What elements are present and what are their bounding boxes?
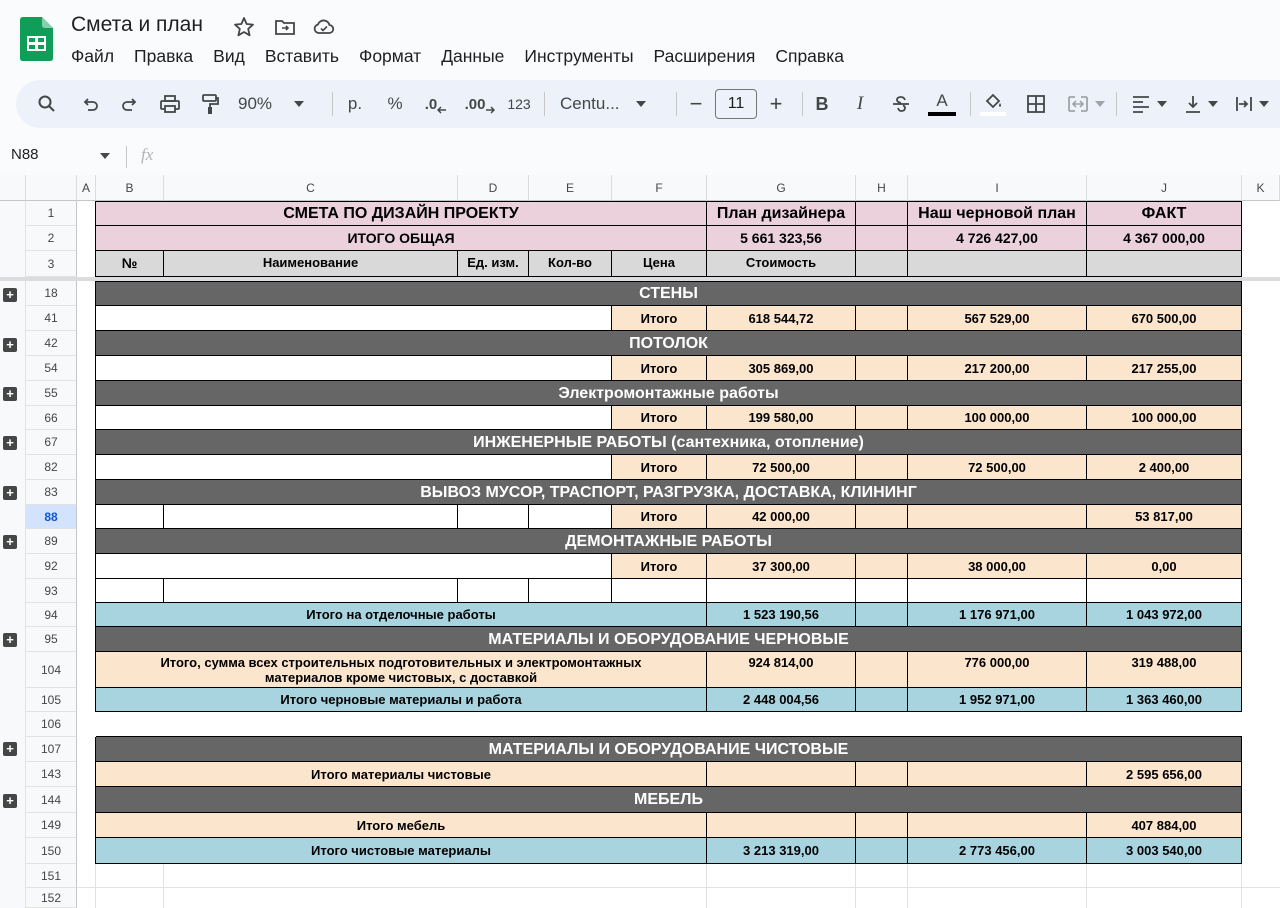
- itogo-label-cell[interactable]: Итого: [612, 505, 707, 529]
- row-header[interactable]: 42: [26, 331, 77, 356]
- rough-materials-total-label[interactable]: Итого, сумма всех строительных подготовительных и электромонтажных материалов кроме чистовых, с доставкой: [96, 652, 707, 688]
- header-fact-cell[interactable]: ФАКТ: [1087, 202, 1242, 226]
- menu-edit[interactable]: Правка: [134, 46, 194, 66]
- table-cell[interactable]: [96, 505, 164, 529]
- demolition-rough-cell[interactable]: 38 000,00: [908, 554, 1087, 579]
- row-header[interactable]: 150: [26, 838, 77, 864]
- borders-button[interactable]: [1022, 88, 1050, 120]
- row-header[interactable]: 149: [26, 813, 77, 838]
- table-cell[interactable]: [908, 251, 1087, 277]
- table-cell[interactable]: [1087, 579, 1242, 603]
- more-formats-button[interactable]: 123: [507, 96, 531, 112]
- sheets-logo-icon[interactable]: [20, 17, 53, 61]
- table-cell[interactable]: [707, 762, 856, 787]
- gridline: [706, 864, 707, 908]
- currency-format-button[interactable]: р.: [347, 94, 363, 113]
- walls-fact-cell[interactable]: 670 500,00: [1087, 306, 1242, 331]
- table-cell[interactable]: [908, 579, 1087, 603]
- electric-designer-cell[interactable]: 199 580,00: [707, 406, 856, 430]
- finishing-works-rough-cell[interactable]: 1 176 971,00: [908, 603, 1087, 627]
- table-cell[interactable]: [856, 226, 908, 251]
- itogo-label-cell[interactable]: Итого: [612, 554, 707, 579]
- table-cell[interactable]: [96, 455, 612, 480]
- font-select[interactable]: [560, 88, 660, 120]
- section-walls[interactable]: СТЕНЫ: [96, 282, 1242, 306]
- text-color-button[interactable]: [926, 88, 958, 120]
- row-header[interactable]: 105: [26, 688, 77, 712]
- table-cell[interactable]: [96, 306, 612, 331]
- toolbar: [16, 80, 1280, 128]
- col-label-unit[interactable]: Ед. изм.: [458, 251, 529, 277]
- column-header-g[interactable]: G: [707, 175, 856, 201]
- expand-group-button[interactable]: +: [3, 742, 17, 756]
- expand-group-button[interactable]: +: [3, 436, 17, 450]
- row-header[interactable]: 18: [26, 281, 77, 306]
- increase-font-size-button[interactable]: +: [769, 91, 783, 116]
- walls-rough-cell[interactable]: 567 529,00: [908, 306, 1087, 331]
- expand-group-button[interactable]: +: [3, 288, 17, 302]
- row-header[interactable]: 3: [26, 251, 77, 277]
- finish-total-rough-cell[interactable]: 2 773 456,00: [908, 838, 1087, 864]
- formula-input[interactable]: [175, 146, 1265, 168]
- row-header[interactable]: 143: [26, 762, 77, 787]
- removal-rough-cell[interactable]: [908, 505, 1087, 529]
- menu-insert[interactable]: Вставить: [264, 46, 340, 66]
- table-cell[interactable]: [856, 838, 908, 864]
- title-bar: [0, 0, 1280, 78]
- table-cell[interactable]: [612, 579, 707, 603]
- column-header-c[interactable]: C: [164, 175, 458, 201]
- section-engineering[interactable]: ИНЖЕНЕРНЫЕ РАБОТЫ (сантехника, отопление): [96, 430, 1242, 455]
- fx-icon: fx: [141, 145, 154, 164]
- spreadsheet-grid: [0, 175, 1280, 908]
- table-cell[interactable]: [908, 813, 1087, 838]
- gridline: [855, 864, 856, 908]
- column-header-d[interactable]: D: [458, 175, 529, 201]
- strikethrough-button[interactable]: [888, 88, 914, 120]
- toolbar-divider: [544, 92, 545, 116]
- toolbar-divider: [676, 92, 677, 116]
- itogo-label-cell[interactable]: Итого: [612, 306, 707, 331]
- table-cell[interactable]: [856, 251, 908, 277]
- ceiling-designer-cell[interactable]: 305 869,00: [707, 356, 856, 381]
- table-cell[interactable]: [908, 762, 1087, 787]
- table-cell[interactable]: [96, 579, 164, 603]
- table-cell[interactable]: [1087, 251, 1242, 277]
- itogo-label-cell[interactable]: Итого: [612, 356, 707, 381]
- section-demolition[interactable]: ДЕМОНТАЖНЫЕ РАБОТЫ: [96, 529, 1242, 554]
- walls-designer-cell[interactable]: 618 544,72: [707, 306, 856, 331]
- row-header[interactable]: 151: [26, 864, 77, 888]
- table-cell[interactable]: [856, 652, 908, 688]
- merge-cells-button[interactable]: [1062, 88, 1110, 120]
- section-rough-materials[interactable]: МАТЕРИАЛЫ И ОБОРУДОВАНИЕ ЧЕРНОВЫЕ: [96, 627, 1242, 652]
- toolbar-divider: [802, 92, 803, 116]
- chevron-down-icon[interactable]: [100, 153, 110, 159]
- align-left-icon: [1131, 95, 1151, 113]
- bold-button[interactable]: B: [815, 93, 829, 114]
- table-cell[interactable]: [856, 406, 908, 430]
- finish-total-fact-cell[interactable]: 3 003 540,00: [1087, 838, 1242, 864]
- fill-color-swatch: [980, 112, 1006, 116]
- rough-materials-designer-cell[interactable]: 924 814,00: [707, 652, 856, 688]
- paint-format-button[interactable]: [196, 88, 224, 120]
- column-header-f[interactable]: F: [612, 175, 707, 201]
- rough-materials-rough-cell[interactable]: 776 000,00: [908, 652, 1087, 688]
- row-header[interactable]: 2: [26, 226, 77, 251]
- column-header-a[interactable]: A: [77, 175, 96, 201]
- vertical-align-button[interactable]: [1180, 88, 1222, 120]
- toolbar-divider: [126, 146, 127, 168]
- itogo-label-cell[interactable]: Итого: [612, 455, 707, 480]
- rough-total-rough-cell[interactable]: 1 952 971,00: [908, 688, 1087, 712]
- align-bottom-icon: [1184, 94, 1202, 114]
- table-cell[interactable]: [164, 579, 458, 603]
- row-header[interactable]: 82: [26, 455, 77, 480]
- section-finish-materials[interactable]: МАТЕРИАЛЫ И ОБОРУДОВАНИЕ ЧИСТОВЫЕ: [96, 737, 1242, 762]
- borders-icon: [1026, 94, 1046, 114]
- engineering-fact-cell[interactable]: 2 400,00: [1087, 455, 1242, 480]
- chevron-down-icon: [1208, 101, 1218, 107]
- row-header[interactable]: 54: [26, 356, 77, 381]
- row-header[interactable]: 106: [26, 712, 77, 737]
- table-cell[interactable]: [856, 356, 908, 381]
- finish-materials-fact-cell[interactable]: 2 595 656,00: [1087, 762, 1242, 787]
- fill-color-icon: [983, 93, 1003, 111]
- menu-tools[interactable]: Инструменты: [524, 46, 634, 66]
- col-label-cost[interactable]: Стоимость: [707, 251, 856, 277]
- cloud-saved-icon[interactable]: [312, 15, 336, 39]
- empty-row[interactable]: [96, 712, 1242, 737]
- electric-fact-cell[interactable]: 100 000,00: [1087, 406, 1242, 430]
- engineering-rough-cell[interactable]: 72 500,00: [908, 455, 1087, 480]
- table-cell[interactable]: [707, 579, 856, 603]
- furniture-fact-cell[interactable]: 407 884,00: [1087, 813, 1242, 838]
- table-cell[interactable]: [707, 813, 856, 838]
- demolition-fact-cell[interactable]: 0,00: [1087, 554, 1242, 579]
- finish-total-designer-cell[interactable]: 3 213 319,00: [707, 838, 856, 864]
- column-header-j[interactable]: J: [1087, 175, 1242, 201]
- table-cell[interactable]: [856, 202, 908, 226]
- menu-bar: [61, 44, 854, 68]
- table-cell[interactable]: [96, 406, 612, 430]
- column-header-h[interactable]: H: [856, 175, 908, 201]
- gridline: [77, 887, 1280, 888]
- table-cell[interactable]: [529, 505, 612, 529]
- table-cell[interactable]: [856, 505, 908, 529]
- demolition-designer-cell[interactable]: 37 300,00: [707, 554, 856, 579]
- section-ceiling[interactable]: ПОТОЛОК: [96, 331, 1242, 356]
- menu-view[interactable]: Вид: [213, 46, 245, 66]
- star-icon[interactable]: [232, 15, 256, 39]
- finishing-works-designer-cell[interactable]: 1 523 190,56: [707, 603, 856, 627]
- chevron-down-icon: [1095, 101, 1105, 107]
- row-header[interactable]: 41: [26, 306, 77, 331]
- expand-group-button[interactable]: +: [3, 794, 17, 808]
- percent-format-button[interactable]: %: [387, 94, 403, 113]
- table-cell[interactable]: [529, 579, 612, 603]
- group-corner[interactable]: [0, 175, 26, 201]
- column-header-b[interactable]: B: [96, 175, 164, 201]
- ceiling-fact-cell[interactable]: 217 255,00: [1087, 356, 1242, 381]
- finish-materials-total-label[interactable]: Итого материалы чистовые: [96, 762, 707, 787]
- gridline: [1086, 864, 1087, 908]
- removal-designer-cell[interactable]: 42 000,00: [707, 505, 856, 529]
- menu-help[interactable]: Справка: [775, 46, 844, 66]
- table-cell[interactable]: [856, 306, 908, 331]
- table-cell[interactable]: [856, 813, 908, 838]
- total-fact-cell[interactable]: 4 367 000,00: [1087, 226, 1242, 251]
- formula-bar: [0, 140, 1280, 173]
- fill-color-button[interactable]: [978, 88, 1008, 120]
- section-electric[interactable]: Электромонтажные работы: [96, 381, 1242, 406]
- menu-data[interactable]: Данные: [441, 46, 505, 66]
- col-label-qty[interactable]: Кол-во: [529, 251, 612, 277]
- text-color-label: A: [936, 91, 948, 110]
- column-header-e[interactable]: E: [529, 175, 612, 201]
- horizontal-align-button[interactable]: [1128, 88, 1170, 120]
- expand-group-button[interactable]: +: [3, 338, 17, 352]
- total-general-label-cell[interactable]: ИТОГО ОБЩАЯ: [96, 226, 707, 251]
- finish-total-label[interactable]: Итого чистовые материалы: [96, 838, 707, 864]
- expand-group-button[interactable]: +: [3, 387, 17, 401]
- undo-button[interactable]: [76, 88, 104, 120]
- row-header[interactable]: 144: [26, 787, 77, 813]
- redo-button[interactable]: [116, 88, 144, 120]
- furniture-total-label[interactable]: Итого мебель: [96, 813, 707, 838]
- table-cell[interactable]: [458, 579, 529, 603]
- rough-total-designer-cell[interactable]: 2 448 004,56: [707, 688, 856, 712]
- row-header[interactable]: 107: [26, 737, 77, 762]
- name-box[interactable]: N88: [11, 146, 39, 163]
- row-header[interactable]: 92: [26, 554, 77, 579]
- table-cell[interactable]: [164, 505, 458, 529]
- col-label-price[interactable]: Цена: [612, 251, 707, 277]
- chevron-down-icon: [294, 101, 304, 107]
- removal-fact-cell[interactable]: 53 817,00: [1087, 505, 1242, 529]
- table-cell[interactable]: [96, 554, 612, 579]
- col-label-number[interactable]: №: [96, 251, 164, 277]
- search-menus-button[interactable]: [34, 88, 60, 120]
- row-header[interactable]: 1: [26, 201, 77, 226]
- redo-icon: [120, 94, 140, 114]
- rough-total-label[interactable]: Итого черновые материалы и работа: [96, 688, 707, 712]
- electric-rough-cell[interactable]: 100 000,00: [908, 406, 1087, 430]
- total-rough-plan-cell[interactable]: 4 726 427,00: [908, 226, 1087, 251]
- chevron-down-icon: [636, 101, 646, 107]
- ceiling-rough-cell[interactable]: 217 200,00: [908, 356, 1087, 381]
- itogo-label-cell[interactable]: Итого: [612, 406, 707, 430]
- text-wrap-icon: [1235, 95, 1253, 113]
- engineering-designer-cell[interactable]: 72 500,00: [707, 455, 856, 480]
- menu-format[interactable]: Формат: [359, 46, 422, 66]
- decrease-decimal-button[interactable]: [420, 88, 452, 120]
- table-cell[interactable]: [856, 762, 908, 787]
- finishing-works-total-label[interactable]: Итого на отделочные работы: [96, 603, 707, 627]
- table-cell[interactable]: [856, 579, 908, 603]
- chevron-down-icon: [1157, 101, 1167, 107]
- document-title[interactable]: Смета и план: [71, 13, 203, 36]
- header-rough-plan-cell[interactable]: Наш черновой план: [908, 202, 1087, 226]
- expand-group-button[interactable]: +: [3, 486, 17, 500]
- zoom-select[interactable]: [238, 88, 320, 120]
- finishing-works-fact-cell[interactable]: 1 043 972,00: [1087, 603, 1242, 627]
- row-header[interactable]: 104: [26, 652, 77, 688]
- col-label-name[interactable]: Наименование: [164, 251, 458, 277]
- gridline: [907, 864, 908, 908]
- row-header[interactable]: 89: [26, 529, 77, 554]
- merge-cells-icon: [1067, 94, 1089, 114]
- increase-decimal-label: .00: [464, 95, 486, 113]
- italic-button[interactable]: I: [856, 93, 864, 114]
- row-header[interactable]: 67: [26, 430, 77, 455]
- move-folder-icon[interactable]: [273, 15, 297, 39]
- toolbar-divider: [1116, 92, 1117, 116]
- strikethrough-icon: [891, 94, 911, 114]
- arrow-left-icon: [437, 105, 447, 115]
- font-size-input[interactable]: 11: [715, 89, 757, 119]
- row-header[interactable]: 94: [26, 603, 77, 627]
- arrow-right-icon: [485, 105, 495, 115]
- column-header-k[interactable]: K: [1242, 175, 1280, 201]
- rough-total-fact-cell[interactable]: 1 363 460,00: [1087, 688, 1242, 712]
- row-header[interactable]: 95: [26, 627, 77, 652]
- toolbar-divider: [970, 92, 971, 116]
- gridline: [163, 864, 164, 908]
- header-title-cell[interactable]: СМЕТА ПО ДИЗАЙН ПРОЕКТУ: [96, 202, 707, 226]
- decrease-decimal-label: .0: [424, 95, 438, 113]
- print-icon: [159, 94, 181, 114]
- expand-group-button[interactable]: +: [3, 633, 17, 647]
- table-cell[interactable]: [856, 455, 908, 480]
- total-designer-cell[interactable]: 5 661 323,56: [707, 226, 856, 251]
- paint-format-icon: [200, 93, 220, 115]
- menu-file[interactable]: Файл: [71, 46, 115, 66]
- text-wrapping-button[interactable]: [1232, 88, 1272, 120]
- table-cell[interactable]: [856, 603, 908, 627]
- search-icon: [37, 94, 57, 114]
- text-color-swatch: [928, 112, 956, 116]
- toolbar-divider: [332, 92, 333, 116]
- table-border: [95, 712, 96, 737]
- increase-decimal-button[interactable]: [462, 88, 498, 120]
- row-header[interactable]: 55: [26, 381, 77, 406]
- chevron-down-icon: [1259, 101, 1269, 107]
- menu-extensions[interactable]: Расширения: [653, 46, 756, 66]
- table-cell[interactable]: [458, 505, 529, 529]
- row-header[interactable]: 152: [26, 888, 77, 908]
- rough-materials-fact-cell[interactable]: 319 488,00: [1087, 652, 1242, 688]
- expand-group-button[interactable]: +: [3, 535, 17, 549]
- decrease-font-size-button[interactable]: −: [689, 91, 703, 116]
- undo-icon: [80, 94, 100, 114]
- header-plan-designer-cell[interactable]: План дизайнера: [707, 202, 856, 226]
- row-header[interactable]: 93: [26, 579, 77, 603]
- column-header-i[interactable]: I: [908, 175, 1087, 201]
- table-cell[interactable]: [856, 688, 908, 712]
- row-header[interactable]: 66: [26, 406, 77, 430]
- zoom-value: 90%: [238, 94, 273, 113]
- section-furniture[interactable]: МЕБЕЛЬ: [96, 787, 1242, 813]
- table-cell[interactable]: [96, 356, 612, 381]
- font-name: Centu...: [560, 94, 620, 113]
- section-removal[interactable]: ВЫВОЗ МУСОР, ТРАСПОРТ, РАЗГРУЗКА, ДОСТАВКА, КЛИНИНГ: [96, 480, 1242, 505]
- row-header[interactable]: 83: [26, 480, 77, 505]
- print-button[interactable]: [156, 88, 184, 120]
- row-header-selected[interactable]: 88: [26, 505, 77, 529]
- select-all-corner[interactable]: [26, 175, 77, 201]
- table-cell[interactable]: [856, 554, 908, 579]
